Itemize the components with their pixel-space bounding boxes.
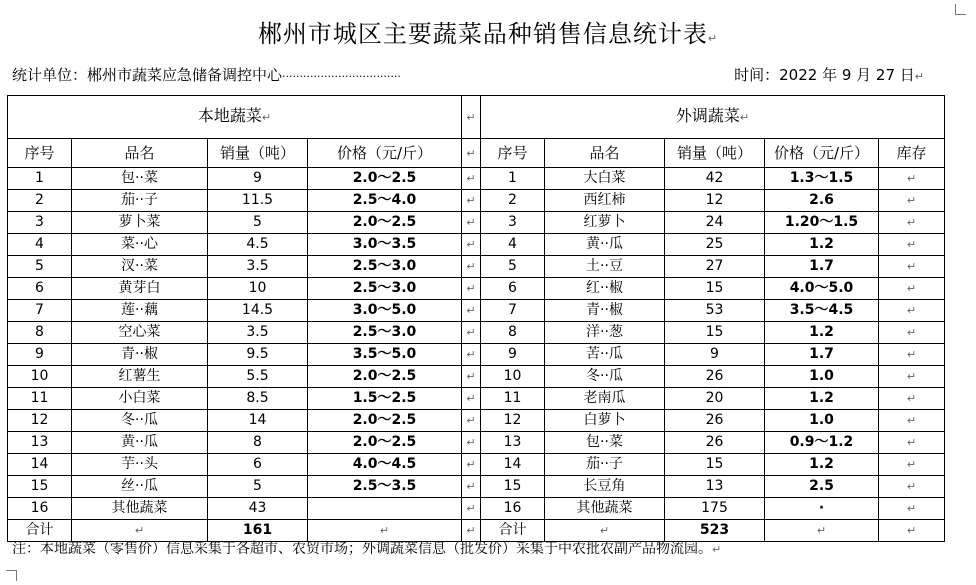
local-total-label: 合计 bbox=[8, 520, 72, 542]
imported-stock-cell bbox=[879, 410, 945, 432]
paragraph-mark: ↵ bbox=[712, 543, 722, 556]
paragraph-mark: ↵ bbox=[466, 304, 476, 317]
paragraph-mark: ↵ bbox=[906, 304, 917, 317]
paragraph-mark: ↵ bbox=[466, 282, 476, 295]
imported-stock-cell bbox=[879, 366, 945, 388]
local-name-cell: 菜··心 bbox=[72, 234, 208, 256]
dot-leader: ·································· bbox=[282, 70, 401, 83]
local-qty-cell: 11.5 bbox=[208, 190, 308, 212]
imported-qty-cell: 175 bbox=[665, 498, 765, 520]
imported-qty-cell: 26 bbox=[665, 410, 765, 432]
table-row bbox=[8, 212, 945, 234]
local-qty-cell: 14.5 bbox=[208, 300, 308, 322]
imported-name-cell: 土··豆 bbox=[545, 256, 665, 278]
table-row bbox=[8, 366, 945, 388]
imported-no-cell: 11 bbox=[481, 388, 545, 410]
table-row bbox=[8, 300, 945, 322]
imported-no-cell: 15 bbox=[481, 476, 545, 498]
imported-price-cell: 1.7 bbox=[765, 344, 879, 366]
imported-qty-cell: 15 bbox=[665, 454, 765, 476]
unit-label: 统计单位： bbox=[12, 66, 88, 84]
divider-cell bbox=[462, 322, 481, 344]
footnote bbox=[12, 538, 721, 558]
local-price-cell: 2.5～3.0 bbox=[308, 256, 462, 278]
paragraph-mark: ↵ bbox=[379, 524, 390, 537]
vegetable-table bbox=[7, 95, 945, 542]
local-qty-cell: 9.5 bbox=[208, 344, 308, 366]
imported-stock-cell bbox=[879, 498, 945, 520]
table-row bbox=[8, 410, 945, 432]
paragraph-mark: ↵ bbox=[466, 436, 476, 449]
local-qty-cell: 5 bbox=[208, 476, 308, 498]
local-price-cell: 2.0～2.5 bbox=[308, 212, 462, 234]
imported-no-cell: 14 bbox=[481, 454, 545, 476]
divider-cell bbox=[462, 190, 481, 212]
local-qty-cell: 8.5 bbox=[208, 388, 308, 410]
local-qty-cell: 9 bbox=[208, 168, 308, 190]
col-header: 序号 bbox=[481, 139, 545, 168]
imported-no-cell: 6 bbox=[481, 278, 545, 300]
col-header: 销量（吨） bbox=[665, 139, 765, 168]
title-text: 郴州市城区主要蔬菜品种销售信息统计表 bbox=[257, 20, 708, 48]
col-header: 序号 bbox=[8, 139, 72, 168]
imported-qty-cell: 15 bbox=[665, 322, 765, 344]
local-name-cell: 包··菜 bbox=[72, 168, 208, 190]
local-no-cell: 6 bbox=[8, 278, 72, 300]
table-row bbox=[8, 190, 945, 212]
imported-qty-cell: 26 bbox=[665, 432, 765, 454]
paragraph-mark: ↵ bbox=[466, 260, 476, 273]
imported-name-cell: 黄··瓜 bbox=[545, 234, 665, 256]
local-price-cell: 3.0～3.5 bbox=[308, 234, 462, 256]
imported-total-qty: 523 bbox=[665, 520, 765, 542]
paragraph-mark: ↵ bbox=[914, 70, 924, 83]
local-no-cell: 11 bbox=[8, 388, 72, 410]
col-header: 品名 bbox=[545, 139, 665, 168]
imported-no-cell: 13 bbox=[481, 432, 545, 454]
page-title bbox=[0, 14, 976, 49]
local-no-cell: 15 bbox=[8, 476, 72, 498]
divider-cell bbox=[462, 168, 481, 190]
table-row bbox=[8, 234, 945, 256]
imported-name-cell: 大白菜 bbox=[545, 168, 665, 190]
paragraph-mark: ↵ bbox=[466, 172, 476, 185]
paragraph-mark: ↵ bbox=[466, 194, 476, 207]
local-price-cell bbox=[308, 498, 462, 520]
local-price-cell: 2.5～3.5 bbox=[308, 476, 462, 498]
imported-name-cell: 茄··子 bbox=[545, 454, 665, 476]
paragraph-mark: ↵ bbox=[816, 524, 827, 537]
imported-price-cell: 1.0 bbox=[765, 366, 879, 388]
imported-name-cell: 冬··瓜 bbox=[545, 366, 665, 388]
col-header: 库存 bbox=[879, 139, 945, 168]
local-price-cell: 2.0～2.5 bbox=[308, 366, 462, 388]
paragraph-mark: ↵ bbox=[906, 282, 917, 295]
imported-qty-cell: 15 bbox=[665, 278, 765, 300]
imported-price-cell: 1.0 bbox=[765, 410, 879, 432]
imported-name-cell: 老南瓜 bbox=[545, 388, 665, 410]
paragraph-mark: ↵ bbox=[906, 216, 917, 229]
local-price-cell: 2.0～2.5 bbox=[308, 410, 462, 432]
paragraph-mark: ↵ bbox=[906, 392, 917, 405]
paragraph-mark: ↵ bbox=[906, 172, 917, 185]
imported-heading: 外调蔬菜↵ bbox=[481, 96, 945, 139]
table-row bbox=[8, 256, 945, 278]
imported-name-cell: 包··菜 bbox=[545, 432, 665, 454]
col-header: 价格（元/斤） bbox=[765, 139, 879, 168]
imported-stock-cell bbox=[879, 344, 945, 366]
local-qty-cell: 5 bbox=[208, 212, 308, 234]
local-price-cell: 2.5～4.0 bbox=[308, 190, 462, 212]
local-no-cell: 12 bbox=[8, 410, 72, 432]
paragraph-mark: ↵ bbox=[466, 392, 476, 405]
imported-no-cell: 3 bbox=[481, 212, 545, 234]
paragraph-mark: ↵ bbox=[906, 502, 917, 515]
imported-stock-cell bbox=[879, 168, 945, 190]
imported-no-cell: 12 bbox=[481, 410, 545, 432]
time-label: 时间： bbox=[734, 66, 780, 84]
imported-stock-cell bbox=[879, 322, 945, 344]
table-row bbox=[8, 476, 945, 498]
divider-cell bbox=[462, 388, 481, 410]
imported-name-cell: 西红柿 bbox=[545, 190, 665, 212]
local-price-cell: 3.5～5.0 bbox=[308, 344, 462, 366]
col-header: 品名 bbox=[72, 139, 208, 168]
imported-no-cell: 5 bbox=[481, 256, 545, 278]
paragraph-mark: ↵ bbox=[906, 370, 917, 383]
table-row bbox=[8, 344, 945, 366]
local-no-cell: 4 bbox=[8, 234, 72, 256]
local-total-qty: 161 bbox=[208, 520, 308, 542]
imported-name-cell: 白萝卜 bbox=[545, 410, 665, 432]
local-name-cell: 汊··菜 bbox=[72, 256, 208, 278]
local-name-cell: 小白菜 bbox=[72, 388, 208, 410]
local-qty-cell: 3.5 bbox=[208, 256, 308, 278]
imported-price-cell: 2.6 bbox=[765, 190, 879, 212]
local-heading: 本地蔬菜↵ bbox=[8, 96, 462, 139]
local-price-cell: 1.5～2.5 bbox=[308, 388, 462, 410]
imported-name-cell: 红··椒 bbox=[545, 278, 665, 300]
local-name-cell: 空心菜 bbox=[72, 322, 208, 344]
imported-qty-cell: 25 bbox=[665, 234, 765, 256]
local-qty-cell: 14 bbox=[208, 410, 308, 432]
paragraph-mark: ↵ bbox=[906, 348, 917, 361]
col-header: 销量（吨） bbox=[208, 139, 308, 168]
paragraph-mark: ↵ bbox=[466, 326, 476, 339]
local-price-cell: 2.5～3.0 bbox=[308, 278, 462, 300]
imported-qty-cell: 12 bbox=[665, 190, 765, 212]
local-no-cell: 10 bbox=[8, 366, 72, 388]
paragraph-mark: ↵ bbox=[906, 480, 917, 493]
group-header-row bbox=[8, 96, 945, 139]
paragraph-mark: ↵ bbox=[466, 370, 476, 383]
imported-name-cell: 红萝卜 bbox=[545, 212, 665, 234]
local-name-cell: 其他蔬菜 bbox=[72, 498, 208, 520]
imported-price-cell: 1.20～1.5 bbox=[765, 212, 879, 234]
stat-date bbox=[734, 64, 924, 85]
local-price-cell: 3.0～5.0 bbox=[308, 300, 462, 322]
table-row bbox=[8, 454, 945, 476]
divider-cell bbox=[462, 300, 481, 322]
imported-no-cell: 10 bbox=[481, 366, 545, 388]
local-no-cell: 1 bbox=[8, 168, 72, 190]
divider-cell bbox=[462, 256, 481, 278]
imported-no-cell: 7 bbox=[481, 300, 545, 322]
imported-qty-cell: 53 bbox=[665, 300, 765, 322]
divider-cell bbox=[462, 366, 481, 388]
local-no-cell: 8 bbox=[8, 322, 72, 344]
unit-value: 郴州市蔬菜应急储备调控中心 bbox=[87, 66, 283, 84]
paragraph-mark: ↵ bbox=[466, 458, 476, 471]
imported-stock-cell bbox=[879, 234, 945, 256]
local-name-cell: 红薯生 bbox=[72, 366, 208, 388]
imported-price-cell: 1.3～1.5 bbox=[765, 168, 879, 190]
col-header: 价格（元/斤） bbox=[308, 139, 462, 168]
paragraph-mark: ↵ bbox=[466, 348, 476, 361]
imported-price-cell: 4.0～5.0 bbox=[765, 278, 879, 300]
date-value: 2022 年 9 月 27 日 bbox=[779, 66, 915, 84]
local-no-cell: 13 bbox=[8, 432, 72, 454]
local-qty-cell: 43 bbox=[208, 498, 308, 520]
table-row bbox=[8, 322, 945, 344]
local-price-cell: 2.0～2.5 bbox=[308, 168, 462, 190]
local-qty-cell: 3.5 bbox=[208, 322, 308, 344]
imported-name-cell: 长豆角 bbox=[545, 476, 665, 498]
imported-qty-cell: 20 bbox=[665, 388, 765, 410]
local-name-cell: 萝卜菜 bbox=[72, 212, 208, 234]
local-name-cell: 黄··瓜 bbox=[72, 432, 208, 454]
paragraph-mark: ↵ bbox=[466, 480, 476, 493]
table-body bbox=[8, 96, 945, 542]
table-row bbox=[8, 168, 945, 190]
imported-total-stock bbox=[879, 520, 945, 542]
local-no-cell: 16 bbox=[8, 498, 72, 520]
imported-price-cell: 1.2 bbox=[765, 322, 879, 344]
divider-cell bbox=[462, 212, 481, 234]
imported-no-cell: 16 bbox=[481, 498, 545, 520]
divider-cell bbox=[462, 278, 481, 300]
imported-stock-cell bbox=[879, 278, 945, 300]
imported-no-cell: 8 bbox=[481, 322, 545, 344]
imported-qty-cell: 24 bbox=[665, 212, 765, 234]
local-price-cell: 2.5～3.0 bbox=[308, 322, 462, 344]
divider-cell bbox=[462, 344, 481, 366]
local-no-cell: 9 bbox=[8, 344, 72, 366]
imported-qty-cell: 27 bbox=[665, 256, 765, 278]
paragraph-mark: ↵ bbox=[599, 524, 610, 537]
imported-no-cell: 2 bbox=[481, 190, 545, 212]
paragraph-mark: ↵ bbox=[906, 458, 917, 471]
imported-price-cell: 1.2 bbox=[765, 234, 879, 256]
imported-stock-cell bbox=[879, 212, 945, 234]
divider-cell bbox=[462, 476, 481, 498]
imported-price-cell: 1.2 bbox=[765, 454, 879, 476]
paragraph-mark: ↵ bbox=[906, 194, 917, 207]
local-name-cell: 芋··头 bbox=[72, 454, 208, 476]
imported-price-cell: 3.5～4.5 bbox=[765, 300, 879, 322]
local-name-cell: 茄··子 bbox=[72, 190, 208, 212]
local-qty-cell: 6 bbox=[208, 454, 308, 476]
stat-unit bbox=[12, 64, 401, 85]
table-row bbox=[8, 388, 945, 410]
imported-stock-cell bbox=[879, 388, 945, 410]
paragraph-mark: ↵ bbox=[906, 436, 917, 449]
paragraph-mark: ↵ bbox=[906, 414, 917, 427]
imported-no-cell: 9 bbox=[481, 344, 545, 366]
imported-name-cell: 苦··瓜 bbox=[545, 344, 665, 366]
imported-stock-cell bbox=[879, 190, 945, 212]
paragraph-mark: ↵ bbox=[906, 326, 917, 339]
divider-cell: ↵ bbox=[462, 96, 481, 139]
imported-stock-cell bbox=[879, 432, 945, 454]
local-qty-cell: 5.5 bbox=[208, 366, 308, 388]
table-row bbox=[8, 278, 945, 300]
column-header-row bbox=[8, 139, 945, 168]
local-price-cell: 2.0～2.5 bbox=[308, 432, 462, 454]
imported-qty-cell: 26 bbox=[665, 366, 765, 388]
footnote-text: 注：本地蔬菜（零售价）信息采集于各超市、农贸市场；外调蔬菜信息（批发价）采集于中农批农副产品物流园。 bbox=[12, 541, 712, 557]
local-price-cell: 4.0～4.5 bbox=[308, 454, 462, 476]
table-row bbox=[8, 432, 945, 454]
local-no-cell: 3 bbox=[8, 212, 72, 234]
paragraph-mark: ↵ bbox=[466, 238, 476, 251]
imported-price-cell: · bbox=[765, 498, 879, 520]
paragraph-mark: ↵ bbox=[466, 524, 476, 537]
imported-name-cell: 洋··葱 bbox=[545, 322, 665, 344]
local-qty-cell: 10 bbox=[208, 278, 308, 300]
local-no-cell: 5 bbox=[8, 256, 72, 278]
local-name-cell: 黄芽白 bbox=[72, 278, 208, 300]
table-row bbox=[8, 498, 945, 520]
divider-cell bbox=[462, 234, 481, 256]
divider-cell: ↵ bbox=[462, 139, 481, 168]
imported-no-cell: 4 bbox=[481, 234, 545, 256]
page-corner-mark bbox=[6, 570, 17, 581]
paragraph-mark: ↵ bbox=[134, 524, 145, 537]
imported-no-cell: 1 bbox=[481, 168, 545, 190]
imported-total-label: 合计 bbox=[481, 520, 545, 542]
local-no-cell: 14 bbox=[8, 454, 72, 476]
imported-price-cell: 1.2 bbox=[765, 388, 879, 410]
paragraph-mark: ↵ bbox=[466, 414, 476, 427]
divider-cell bbox=[462, 454, 481, 476]
paragraph-mark: ↵ bbox=[466, 502, 476, 515]
imported-qty-cell: 9 bbox=[665, 344, 765, 366]
paragraph-mark: ↵ bbox=[906, 524, 917, 537]
imported-qty-cell: 13 bbox=[665, 476, 765, 498]
imported-stock-cell bbox=[879, 256, 945, 278]
divider-cell bbox=[462, 498, 481, 520]
imported-stock-cell bbox=[879, 300, 945, 322]
local-name-cell: 丝··瓜 bbox=[72, 476, 208, 498]
divider-cell bbox=[462, 432, 481, 454]
imported-price-cell: 2.5 bbox=[765, 476, 879, 498]
divider-cell bbox=[462, 410, 481, 432]
paragraph-mark: ↵ bbox=[906, 238, 917, 251]
paragraph-mark: ↵ bbox=[466, 216, 476, 229]
imported-name-cell: 其他蔬菜 bbox=[545, 498, 665, 520]
local-name-cell: 青··椒 bbox=[72, 344, 208, 366]
local-no-cell: 2 bbox=[8, 190, 72, 212]
imported-stock-cell bbox=[879, 454, 945, 476]
paragraph-mark: ↵ bbox=[906, 260, 917, 273]
imported-total-price bbox=[765, 520, 879, 542]
imported-name-cell: 青··椒 bbox=[545, 300, 665, 322]
local-name-cell: 莲··藕 bbox=[72, 300, 208, 322]
imported-stock-cell bbox=[879, 476, 945, 498]
paragraph-mark: ↵ bbox=[707, 32, 719, 45]
imported-price-cell: 0.9～1.2 bbox=[765, 432, 879, 454]
imported-price-cell: 1.7 bbox=[765, 256, 879, 278]
local-no-cell: 7 bbox=[8, 300, 72, 322]
imported-qty-cell: 42 bbox=[665, 168, 765, 190]
local-name-cell: 冬··瓜 bbox=[72, 410, 208, 432]
local-qty-cell: 8 bbox=[208, 432, 308, 454]
local-qty-cell: 4.5 bbox=[208, 234, 308, 256]
